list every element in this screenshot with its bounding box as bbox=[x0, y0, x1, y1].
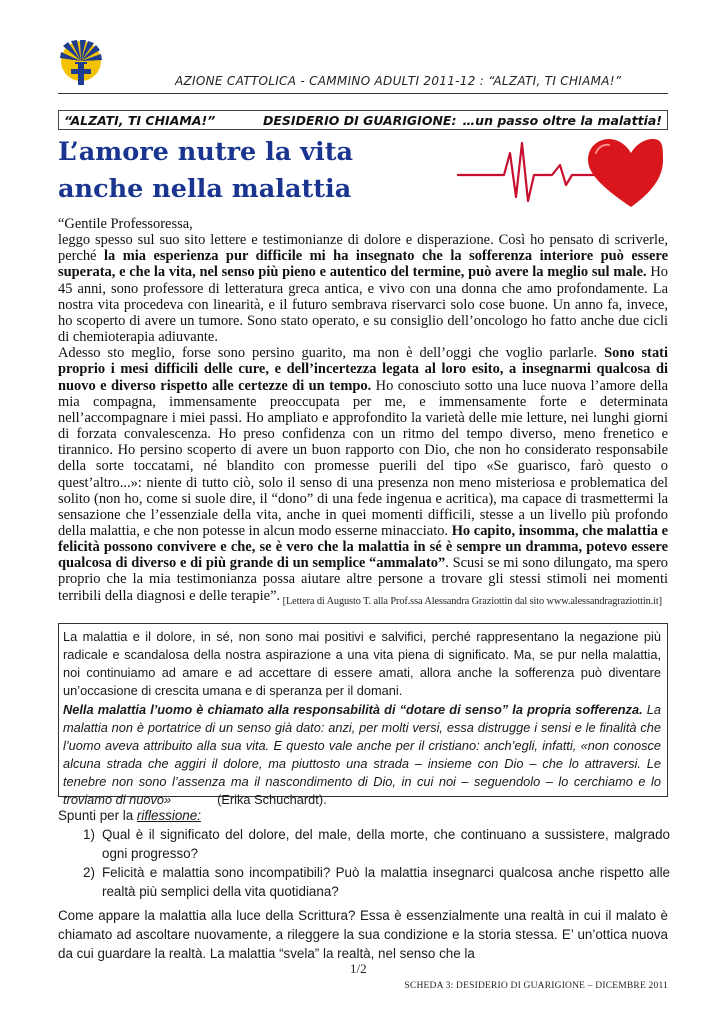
letter-text-run: Adesso sto meglio, forse sono persino guarito, ma non è dell’oggi che voglio parlarle. bbox=[58, 345, 605, 362]
letter-text-run: Ho 45 anni, sono professore di letteratura greca antica, e vivo con una donna che amo profondamente. La nostra vita procedeva con linearità, e il futuro sembrava riservarci solo cose buone. Un anno fa, invece, ho scoperto di avere un tumore. Sono stato operato, e su consiglio dell’oncologo ho fatto anche due cicli di chemioterapia adiuvante. bbox=[58, 264, 668, 346]
letter-citation: [Lettera di Augusto T. alla Prof.ssa Alessandra Graziottin dal sito www.alessandragraziottin.it] bbox=[282, 596, 662, 607]
box-paragraph-1: La malattia e il dolore, in sé, non sono mai positivi e salvifici, perché rappresentano la negazione più radicale e scandalosa della nostra aspirazione a una vita piena di significato. Ma, se pur nella malattia, noi continuiamo ad amare e ad accettare di essere amati, allora anche la sofferenza può diventare un’occasione di crescita umana e di speranza per il domani. bbox=[63, 629, 661, 698]
question-item bbox=[58, 825, 678, 863]
letter-text bbox=[58, 216, 668, 604]
page-title-line1: L’amore nutre la vita bbox=[58, 137, 354, 167]
letter-paragraph-1 bbox=[58, 232, 668, 345]
question-text: Felicità e malattia sono incompatibili? Può la malattia insegnarci qualcosa anche rispetto alle realtà più semplici della vita quotidiana? bbox=[102, 865, 670, 899]
question-number: 2) bbox=[83, 865, 95, 880]
page-title bbox=[58, 134, 353, 208]
footer-scheda: SCHEDA 3: DESIDERIO DI GUARIGIONE – DICEMBRE 2011 bbox=[404, 981, 668, 991]
heartbeat-heart-icon bbox=[456, 135, 666, 215]
scripture-paragraph: Come appare la malattia alla luce della Scrittura? Essa è essenzialmente una realtà in cui il malato è chiamato ad ascoltare nuovamente, a rileggere la sua condizione e la storia stessa. E’ un’ottica nuova da cui guardare la realtà. La malattia “svela” la realtà, nel senso che la bbox=[58, 908, 668, 961]
reflection-questions bbox=[58, 806, 678, 901]
box-paragraph-2-bold: Nella malattia l’uomo è chiamato alla responsabilità di “dotare di senso” la propria sofferenza. bbox=[63, 702, 643, 717]
box-paragraph-2 bbox=[63, 701, 661, 809]
reflection-box bbox=[58, 623, 668, 807]
letter-salutation: “Gentile Professoressa, bbox=[58, 216, 193, 232]
band-middle: DESIDERIO DI GUARIGIONE: bbox=[263, 113, 457, 128]
header-divider bbox=[58, 93, 668, 94]
band-right: …un passo oltre la malattia! bbox=[462, 113, 662, 128]
question-number: 1) bbox=[83, 827, 95, 842]
letter-text-run: leggo spesso sul suo sito lettere e testimonianze di dolore e disperazione. Così ho pensato di scriverle, perché bbox=[58, 232, 668, 265]
page-number: 1/2 bbox=[350, 961, 367, 976]
letter-bold-run: Ho capito, insomma, che malattia e felicità possono convivere e che, se è vero che la malattia in sé è sempre un dramma, potevo essere qualcosa di diverso e di più grande di un semplice “ammalato” bbox=[58, 522, 669, 572]
letter-paragraph-2 bbox=[58, 345, 668, 604]
question-text: Qual è il significato del dolore, del male, della morte, che continuano a sussistere, malgrado ogni progresso? bbox=[102, 827, 670, 861]
letter-text-run: . Scusi se mi sono dilungato, ma spero proprio che la mia testimonianza possa aiutare altre persone a trovare gli stessi stimoli nei momenti terribili della diagnosi e delle terapie”. bbox=[58, 555, 668, 604]
azione-cattolica-logo-icon bbox=[60, 40, 102, 86]
box-author: (Erika Schuchardt). bbox=[217, 792, 327, 807]
header-title: AZIONE CATTOLICA - CAMMINO ADULTI 2011-12 : “ALZATI, TI CHIAMA!” bbox=[175, 74, 622, 88]
theme-band bbox=[58, 110, 668, 130]
questions-intro-em: riflessione: bbox=[136, 808, 201, 823]
question-item bbox=[58, 863, 678, 901]
letter-bold-run: Sono stati proprio i mesi difficili delle cure, e dell’incertezza legata al loro esito, a insegnarmi qualcosa di nuovo e diverso rispetto alle certezze di un tempo. bbox=[58, 345, 668, 394]
box-paragraph-2-text: La malattia non è portatrice di un senso già dato: anzi, per molti versi, essa distrugge i sensi e le finalità che l’uomo aveva attribuito alla sua vita. E questo vale anche per il cristiano: anch’egli, infatti, «non conosce alcuna strada che aggiri il dolore, ma piuttosto una strada – insieme con Dio – che lo attraversi. Le tenebre non sono l’assenza ma il nascondimento di Dio, in cui noi – seguendolo – lo cerchiamo e lo troviamo di nuovo» bbox=[63, 702, 661, 807]
letter-text-run: Ho conosciuto sotto una luce nuova l’amore della mia compagna, immensamente preoccupata per me, e immensamente forte e determinata nell’accompagnare i miei passi. Ho ampliato e approfondito la varietà delle mie letture, nei lunghi giorni di forzata convalescenza. Ho preso confidenza con un ritmo del tempo diverso, meno frenetico e tirannico. Ho persino scoperto di avere un buon rapporto con Dio, che non ho considerato responsabile della sorte toccatami, né blandito con promesse puerili del tipo «Se guarisco, farò questo o quest’altro...»: niente di tutto ciò, solo il senso di una presenza non meno misteriosa e problematica del solito (non ho, come si suole dire, il “dono” di una fede ingenua e acritica), ma capace di trasmettermi la sensazione che l’essenziale della vita, anche in quei momenti difficili, stesse a un livello più profondo della malattia, e che non potesse in alcun modo esserne minacciato. bbox=[58, 377, 668, 539]
questions-intro-text: Spunti per la bbox=[58, 808, 137, 823]
page-title-line2: anche nella malattia bbox=[58, 174, 352, 204]
letter-bold-run: la mia esperienza pur difficile mi ha insegnato che la sofferenza interiore può essere superata, e che la vita, nel senso più pieno e autentico del termine, può avere la meglio sul male. bbox=[58, 248, 668, 281]
questions-intro bbox=[58, 806, 678, 825]
band-left: “ALZATI, TI CHIAMA!” bbox=[64, 113, 216, 128]
